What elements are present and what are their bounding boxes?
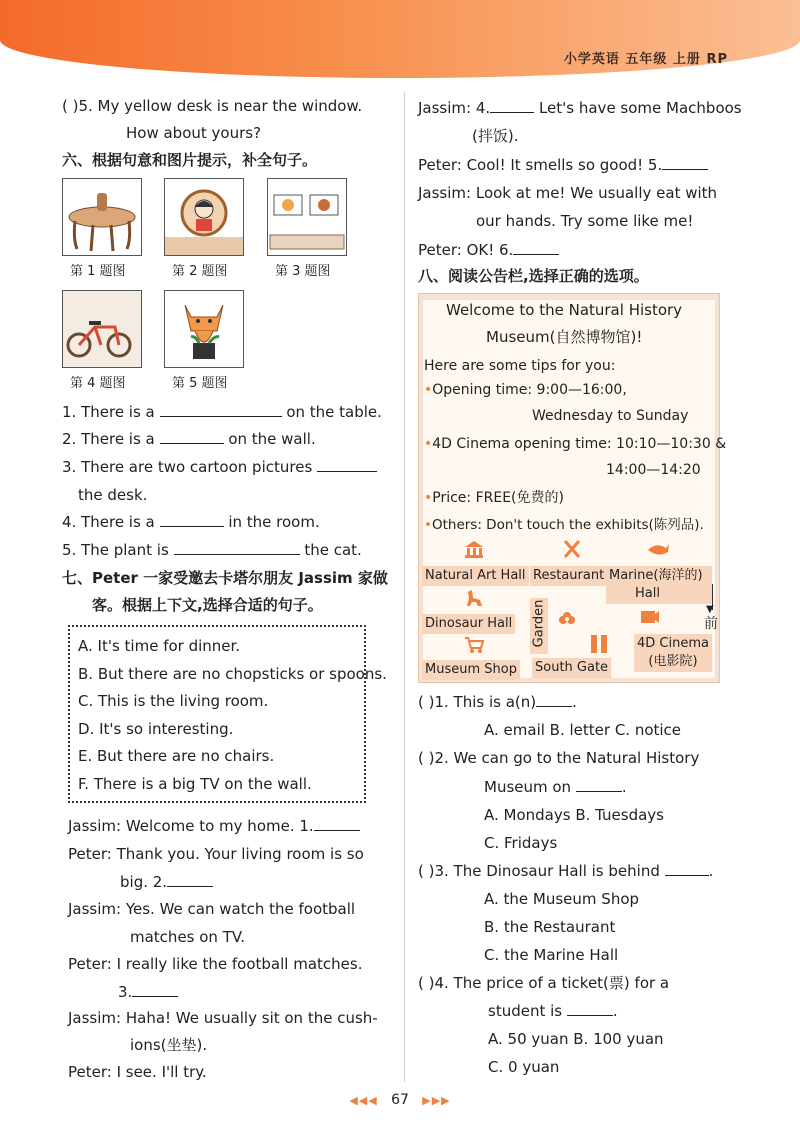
q2-options-c: C. Fridays <box>484 834 558 852</box>
caption-3: 第 3 题图 <box>275 264 331 279</box>
map-museum-shop: Museum Shop <box>422 660 520 680</box>
page-footer <box>0 1092 800 1108</box>
notice-opening-2: Wednesday to Sunday <box>532 408 689 424</box>
dialog-line-4: Jassim: Yes. We can watch the football <box>68 900 356 918</box>
section8-title: 八、阅读公告栏,选择正确的选项。 <box>418 267 649 285</box>
q5-line1: ( )5. My yellow desk is near the window. <box>62 97 363 115</box>
dinosaur-icon <box>464 588 484 608</box>
q3-option-b: B. the Restaurant <box>484 918 616 936</box>
dialog-line-1: Jassim: Welcome to my home. 1. <box>68 816 360 836</box>
picture-photo-frame <box>164 178 244 256</box>
dialog-line-5: matches on TV. <box>130 928 245 946</box>
r-dialog-5: our hands. Try some like me! <box>476 212 694 230</box>
notice-title-1: Welcome to the Natural History <box>446 301 683 319</box>
q3-stem: ( )3. The Dinosaur Hall is behind . <box>418 862 714 880</box>
q5-line2: How about yours? <box>126 124 262 142</box>
map-4d-cinema: 4D Cinema (电影院) <box>634 634 712 672</box>
notice-cinema-1: •4D Cinema opening time: 10:10—10:30 & <box>424 436 727 452</box>
q2-stem: ( )2. We can go to the Natural History <box>418 749 700 767</box>
map-restaurant: Restaurant <box>530 566 607 586</box>
bullet-icon: • <box>424 436 433 452</box>
caption-5: 第 5 题图 <box>172 376 228 391</box>
notice-cinema-2: 14:00—14:20 <box>606 462 701 478</box>
option-b: B. But there are no chopsticks or spoons. <box>78 665 387 683</box>
q3-option-a: A. the Museum Shop <box>484 890 640 908</box>
bullet-icon: • <box>424 517 432 533</box>
dialog-line-6: Peter: I really like the football matches. <box>68 955 363 973</box>
q4-options-ab: A. 50 yuan B. 100 yuan <box>488 1030 664 1048</box>
left-arrows-icon: ◀◀◀ <box>349 1094 378 1107</box>
r-dialog-1: Jassim: 4. Let's have some Machboos <box>418 99 742 117</box>
dialog-line-10: Peter: I see. I'll try. <box>68 1063 207 1081</box>
picture-cartoons-desk <box>267 178 347 256</box>
q4-stem-2: student is . <box>488 1002 618 1020</box>
fill-item-3b: the desk. <box>78 486 148 504</box>
map-natural-art-hall: Natural Art Hall <box>422 566 529 586</box>
dialog-line-3: big. 2. <box>120 872 213 892</box>
bullet-icon: • <box>424 490 433 506</box>
q2-options-ab: A. Mondays B. Tuesdays <box>484 806 664 824</box>
arrow-down-icon: ▼ <box>706 604 714 615</box>
dialog-line-7: 3. <box>118 982 178 1002</box>
fill-item-5: 5. The plant is the cat. <box>62 541 362 559</box>
fill-item-4: 4. There is a in the room. <box>62 513 320 531</box>
map-marine-hall: Marine(海洋的) Hall <box>606 566 712 604</box>
notice-tips: Here are some tips for you: <box>424 358 616 374</box>
q2-stem-2: Museum on . <box>484 778 627 796</box>
r-dialog-3: Peter: Cool! It smells so good! 5. <box>418 155 708 175</box>
book-label: 小学英语 五年级 上册 RP <box>563 52 728 67</box>
gate-icon <box>590 634 608 654</box>
r-dialog-4: Jassim: Look at me! We usually eat with <box>418 184 718 202</box>
option-d: D. It's so interesting. <box>78 720 234 738</box>
map-south-gate: South Gate <box>532 658 611 678</box>
dialog-line-8: Jassim: Haha! We usually sit on the cush- <box>68 1009 378 1027</box>
whale-icon <box>646 540 670 558</box>
flower-icon <box>558 610 576 628</box>
museum-icon <box>464 540 484 558</box>
page-number: 67 <box>391 1092 409 1108</box>
section6-title: 六、根据句意和图片提示，补全句子。 <box>62 151 318 169</box>
caption-4: 第 4 题图 <box>70 376 126 391</box>
cart-icon <box>464 636 484 654</box>
picture-cat-plant <box>164 290 244 368</box>
option-f: F. There is a big TV on the wall. <box>78 775 312 793</box>
fill-item-2: 2. There is a on the wall. <box>62 430 316 448</box>
bullet-icon: • <box>424 382 433 398</box>
fill-item-3: 3. There are two cartoon pictures <box>62 457 377 477</box>
r-dialog-6: Peter: OK! 6. <box>418 240 559 260</box>
option-e: E. But there are no chairs. <box>78 747 275 765</box>
q3-option-c: C. the Marine Hall <box>484 946 619 964</box>
notice-opening-1: •Opening time: 9:00—16:00, <box>424 382 627 398</box>
right-arrows-icon: ▶▶▶ <box>422 1094 451 1107</box>
dialog-line-9: ions(坐垫). <box>130 1036 208 1054</box>
r-dialog-2: (拌饭). <box>472 127 519 145</box>
notice-others: •Others: Don't touch the exhibits(陈列品). <box>424 517 704 533</box>
dialog-line-2: Peter: Thank you. Your living room is so <box>68 845 364 863</box>
picture-table <box>62 178 142 256</box>
section7-title-1: 七、Peter 一家受邀去卡塔尔朋友 Jassim 家做 <box>62 569 388 587</box>
fill-item-1: 1. There is a on the table. <box>62 403 382 421</box>
q1-stem: ( )1. This is a(n) . <box>418 693 577 711</box>
notice-price: •Price: FREE(免费的) <box>424 490 564 506</box>
caption-1: 第 1 题图 <box>70 264 126 279</box>
fork-knife-icon <box>562 540 582 558</box>
column-divider <box>404 92 405 1082</box>
option-a: A. It's time for dinner. <box>78 637 241 655</box>
picture-bike <box>62 290 142 368</box>
map-garden: Garden <box>530 598 548 654</box>
map-dinosaur-hall: Dinosaur Hall <box>422 614 515 634</box>
q4-options-c: C. 0 yuan <box>488 1058 560 1076</box>
q1-options: A. email B. letter C. notice <box>484 721 682 739</box>
option-c: C. This is the living room. <box>78 692 269 710</box>
notice-title-2: Museum(自然博物馆)! <box>486 328 643 346</box>
q4-stem: ( )4. The price of a ticket(票) for a <box>418 974 670 992</box>
section7-title-2: 客。根据上下文,选择合适的句子。 <box>92 596 323 614</box>
caption-2: 第 2 题图 <box>172 264 228 279</box>
map-front-label: 前 <box>704 616 718 632</box>
film-icon <box>640 608 660 626</box>
